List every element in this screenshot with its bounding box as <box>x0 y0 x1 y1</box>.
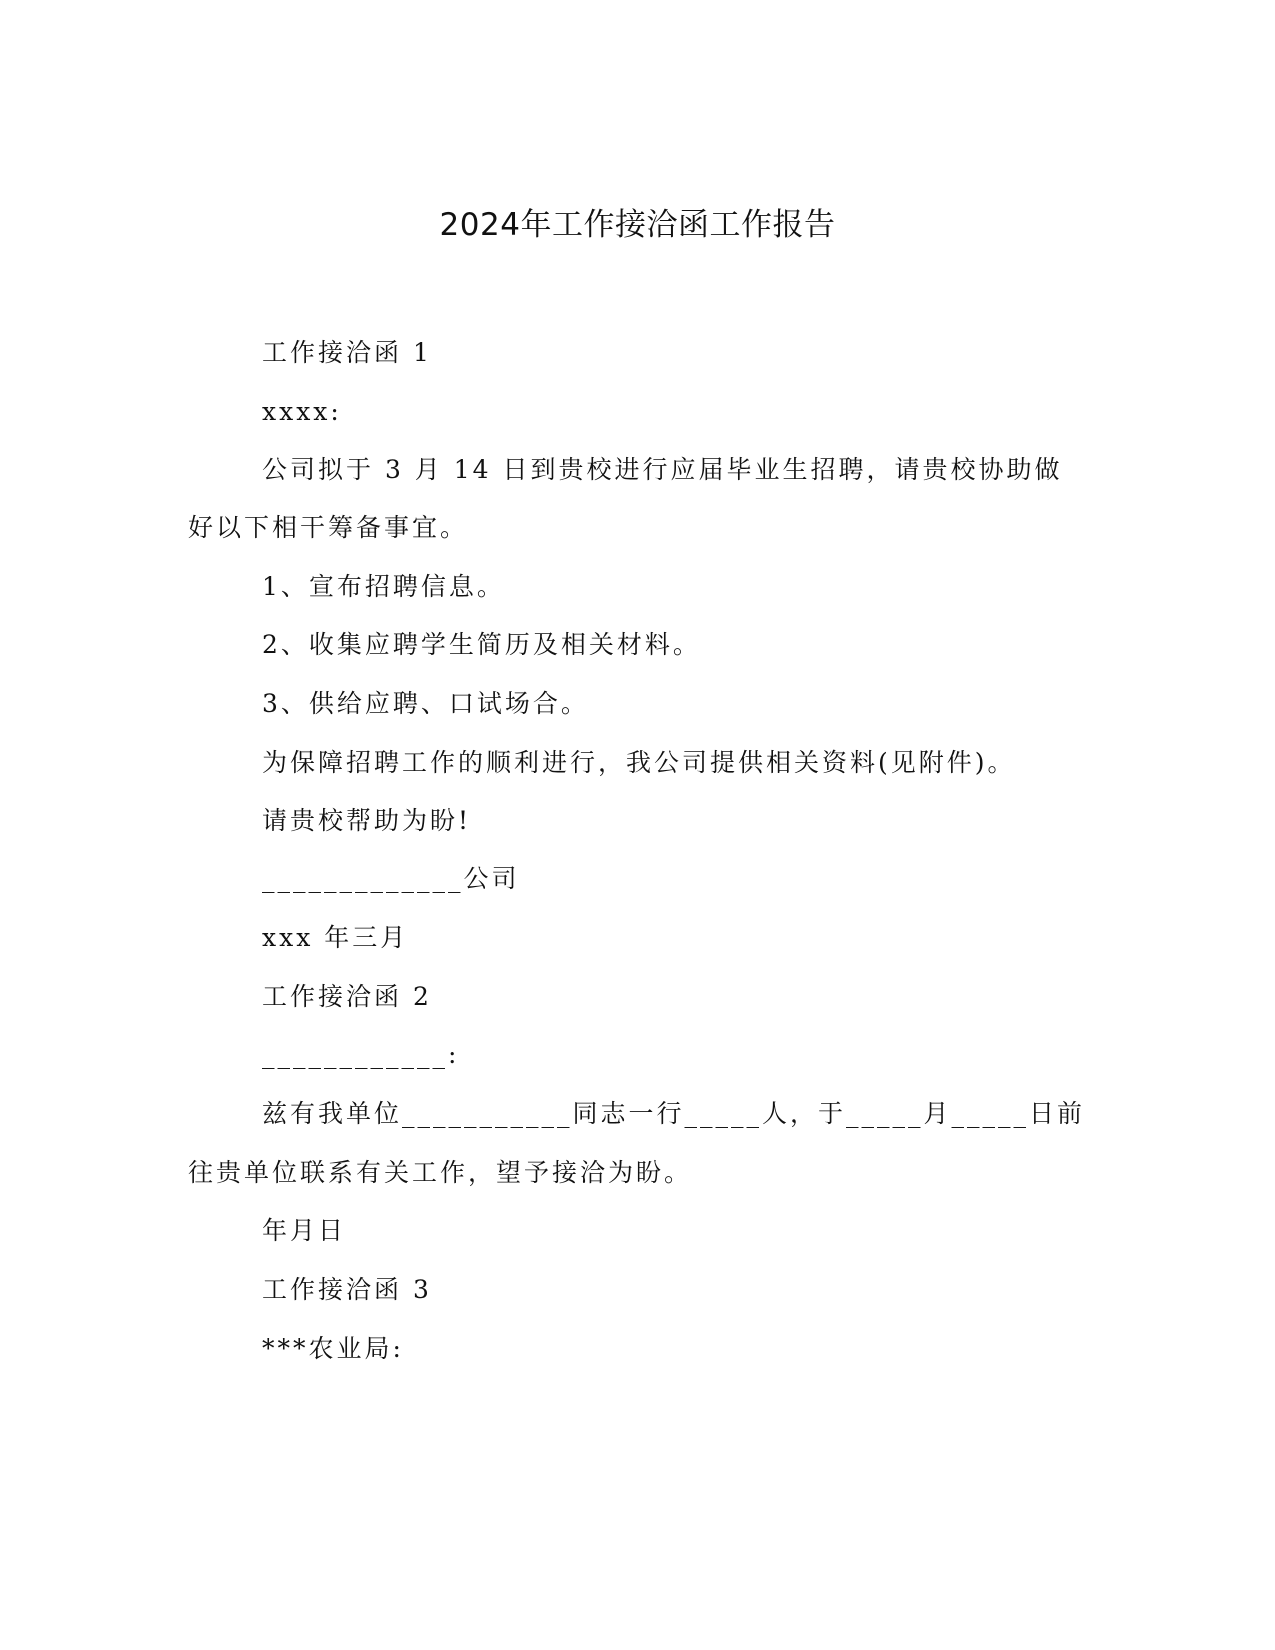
document-title: 2024年工作接洽函工作报告 <box>439 207 836 243</box>
letter-2-date: 年月日 <box>262 1216 347 1245</box>
letter-1-paragraph: 为保障招聘工作的顺利进行，我公司提供相关资料(见附件)。 <box>262 748 1016 777</box>
letter-2-salutation: ____________: <box>262 1040 460 1069</box>
letter-1-date: xxx 年三月 <box>262 923 409 952</box>
letter-1-salutation: xxxx: <box>262 397 342 426</box>
letter-1-body-line-1: 公司拟于 3 月 14 日到贵校进行应届毕业生招聘，请贵校协助做 <box>262 455 1063 484</box>
letter-3-salutation: ***农业局: <box>262 1334 404 1363</box>
letter-1-item-2: 2、收集应聘学生简历及相关材料。 <box>262 630 701 659</box>
letter-1-item-1: 1、宣布招聘信息。 <box>262 572 505 601</box>
letter-1-item-3: 3、供给应聘、口试场合。 <box>262 689 589 718</box>
letter-1-closing: 请贵校帮助为盼! <box>262 806 472 835</box>
letter-3-heading: 工作接洽函 3 <box>262 1275 432 1304</box>
letter-1-heading: 工作接洽函 1 <box>262 338 432 367</box>
letter-1-signature: _____________公司 <box>262 864 520 893</box>
letter-2-body-line-1: 兹有我单位___________同志一行_____人，于_____月_____日前 <box>262 1099 1086 1128</box>
letter-2-body-line-2: 往贵单位联系有关工作，望予接洽为盼。 <box>188 1158 693 1187</box>
letter-2-heading: 工作接洽函 2 <box>262 982 432 1011</box>
letter-1-body-line-2: 好以下相干筹备事宜。 <box>188 513 469 542</box>
